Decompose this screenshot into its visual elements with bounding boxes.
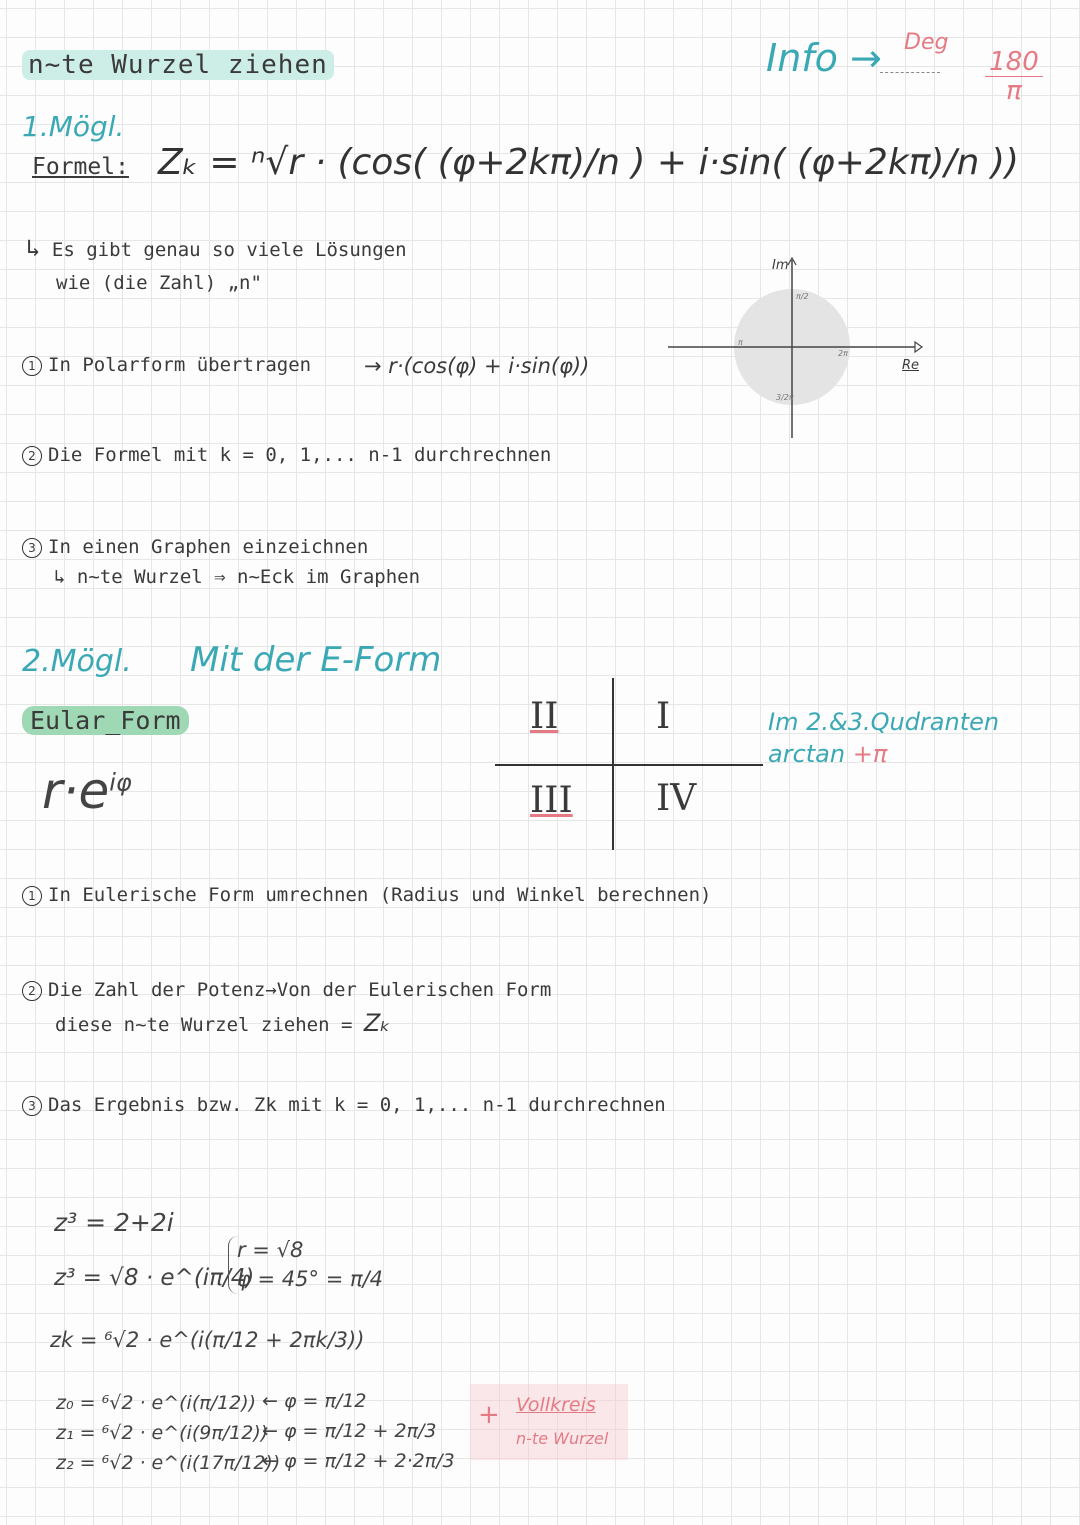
method2-step2: 2 Die Zahl der Potenz→Von der Eulerischen Form diese n~te Wurzel ziehen = Zₖ [22,974,551,1042]
deg-label: Deg [904,30,949,55]
quadrant-note: Im 2.&3.Qudranten arctan +π [768,708,1000,768]
tick-label-top: π/2 [796,292,809,301]
info-label: Info → [766,36,882,80]
quadrant-label-4: IV [656,778,697,819]
step-number-icon: 1 [22,356,42,376]
plus-sign: + [478,1400,500,1430]
quadrant-label-2: II [530,696,559,737]
page-title: n~te Wurzel ziehen [22,50,334,80]
example-phi0: ← φ = π/12 [262,1390,367,1412]
method1-step3: 3 In einen Graphen einzeichnen ↳ n~te Wurzel ⇒ n~Eck im Graphen [22,532,420,592]
polar-form-expression: → r·(cos(φ) + i·sin(φ)) [364,354,590,378]
method2-step1: 1 In Eulerische Form umrechnen (Radius und Winkel berechnen) [22,884,711,906]
euler-expression: $r\cdot e^{i\varphi}$ [42,762,132,820]
tick-label-bottom: 3/2π [776,393,794,402]
method2-step3: 3 Das Ergebnis bzw. Zk mit k = 0, 1,... n-1 durchrechnen [22,1094,666,1116]
tick-label-right: 2π [838,349,848,358]
imaginary-axis-label: Im [772,258,789,273]
method2-heading: 2.Mögl. [22,644,132,679]
note-arrow-icon: ↳ [26,234,41,262]
quadrant-label-3: III [530,780,573,821]
formula-label: Formel: [32,154,129,180]
real-axis-label: Re [902,358,920,373]
example-line-1: z³ = 2+2i [54,1208,174,1237]
example-line-2: z³ = √8 · e^(iπ/4) [54,1265,255,1291]
root-formula: Zₖ = ⁿ√r · (cos( (φ+2kπ)/n ) + i·sin( (φ+2kπ)/n )) [158,142,1019,183]
eular-form-label: Eular_Form [22,706,189,735]
example-z1: z₁ = ⁶√2 · e^(i(9π/12)) [56,1422,269,1444]
quadrant-horizontal-axis [495,764,763,766]
info-dash-line [880,72,940,73]
quadrant-label-1: I [656,696,671,737]
method1-heading: 1.Mögl. [22,110,125,143]
conversion-fraction: 180 π [985,48,1043,105]
method1-step2: 2 Die Formel mit k = 0, 1,... n-1 durchrechnen [22,444,551,466]
fullcircle-note: Vollkreis n-te Wurzel [516,1394,609,1448]
example-z0: z₀ = ⁶√2 · e^(i(π/12)) [56,1392,257,1414]
quadrant-vertical-axis [612,678,614,850]
example-line-3: zk = ⁶√2 · e^(i(π/12 + 2πk/3)) [50,1328,365,1352]
step-number-icon: 3 [22,538,42,558]
step-number-icon: 1 [22,886,42,906]
method2-subtitle: Mit der E-Form [190,640,442,680]
example-phi2: ← φ = π/12 + 2·2π/3 [262,1450,455,1472]
example-brace: r = √8 φ = 45° = π/4 [228,1236,383,1294]
step-number-icon: 2 [22,446,42,466]
step-number-icon: 2 [22,981,42,1001]
solutions-note: ↳ Es gibt genau so viele Lösungen wie (die Zahl) „n" [26,234,407,294]
step-number-icon: 3 [22,1096,42,1116]
method1-step1: 1 In Polarform übertragen [22,354,311,376]
example-phi1: ← φ = π/12 + 2π/3 [262,1420,437,1442]
complex-plane-graph [660,250,930,450]
real-axis-arrow-icon [915,342,922,352]
example-z2: z₂ = ⁶√2 · e^(i(17π/12)) [56,1452,281,1474]
tick-label-left: π [738,338,743,347]
